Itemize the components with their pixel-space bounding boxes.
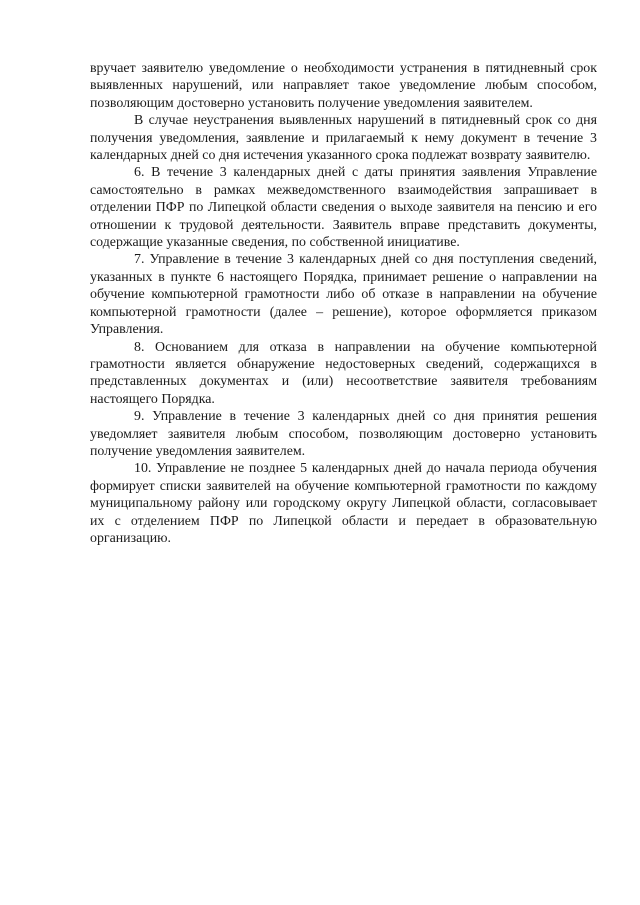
document-body	[90, 60, 597, 547]
paragraph-item-9: 9. Управление в течение 3 календарных дней со дня принятия решения уведомляет заявителя любым способом, позволяющим достоверно установить получение уведомления заявителем.	[90, 409, 597, 459]
paragraph-return-to-applicant: В случае неустранения выявленных нарушений в пятидневный срок со дня получения уведомления, заявление и прилагаемый к нему документ в течение 3 календарных дней со дня истечения указанного срока подлежат возврату заявителю.	[90, 113, 597, 164]
paragraph-item-6: 6. В течение 3 календарных дней с даты принятия заявления Управление самостоятельно в рамках межведомственного взаимодействия запрашивает в отделении ПФР по Липецкой области сведения о выходе заявителя на пенсию и его отношении к трудовой деятельности. Заявитель вправе представить документы, содержащие указанные сведения, по собственной инициативе.	[90, 165, 597, 251]
paragraph-continuation: вручает заявителю уведомление о необходимости устранения в пятидневный срок выявленных нарушений, или направляет такое уведомление любым способом, позволяющим достоверно установить получение уведомления заявителем.	[90, 61, 597, 111]
paragraph-item-10: 10. Управление не позднее 5 календарных дней до начала периода обучения формирует списки заявителей на обучение компьютерной грамотности по каждому муниципальному району или городскому округу Липецкой области, согласовывает их с отделением ПФР по Липецкой области и передает в образовательную организацию.	[90, 461, 597, 546]
paragraph-item-7: 7. Управление в течение 3 календарных дней со дня поступления сведений, указанных в пункте 6 настоящего Порядка, принимает решение о направлении на обучение компьютерной грамотности либо об отказе в направлении на обучение компьютерной грамотности (далее – решение), которое оформляется приказом Управления.	[90, 252, 597, 338]
paragraph-item-8: 8. Основанием для отказа в направлении на обучение компьютерной грамотности является обнаружение недостоверных сведений, содержащихся в представленных документах и (или) несоответствие заявителя требованиям настоящего Порядка.	[90, 339, 597, 407]
